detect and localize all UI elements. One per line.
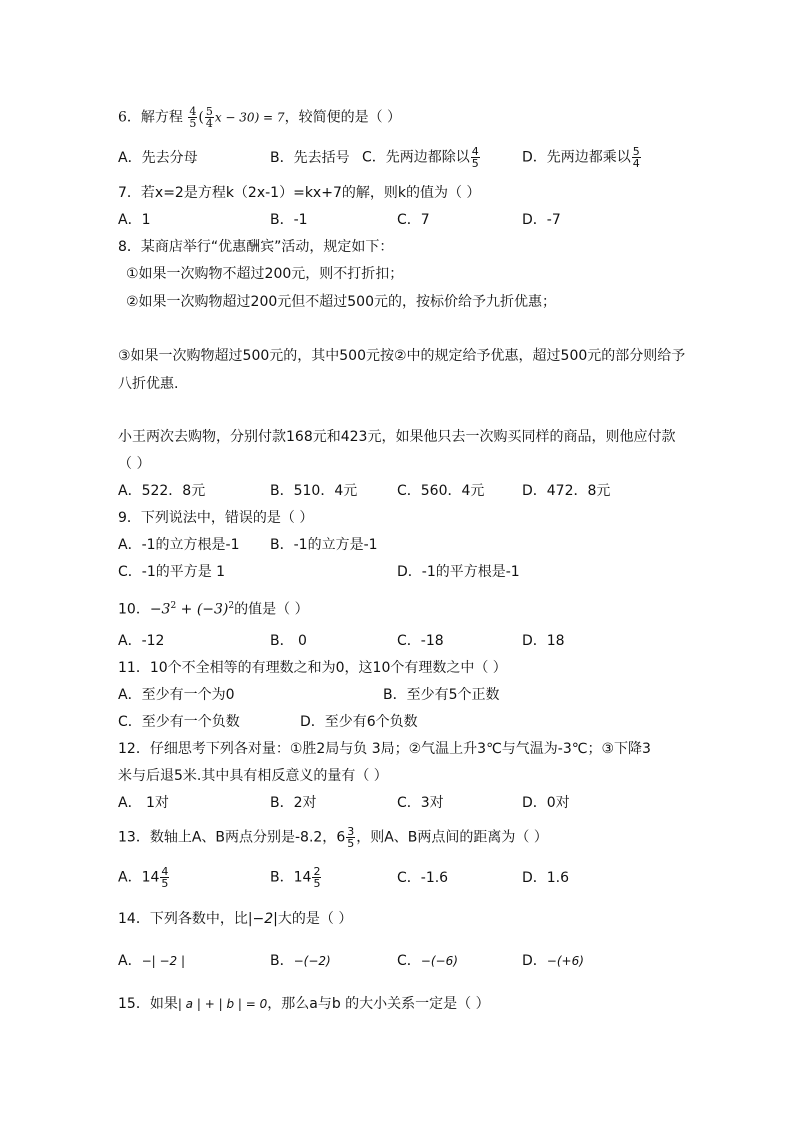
- q15-expr: | a | + | b | = 0: [177, 997, 268, 1011]
- q14-option-a[interactable]: A．−| −2 |: [118, 953, 186, 969]
- q14-abs-expr: |−2|: [247, 911, 278, 927]
- q8-question-line2: （ ）: [118, 456, 151, 472]
- q6-option-c[interactable]: C．先两边都除以 $\frac{4}{5}$: [362, 145, 479, 170]
- q11-option-c[interactable]: C．至少有一个负数: [118, 714, 240, 730]
- q10-option-c[interactable]: C．-18: [397, 633, 444, 649]
- q8-question-line1: 小王两次去购物，分别付款168元和423元，如果他只去一次购买同样的商品，则他应付款: [118, 429, 676, 445]
- q8-rule-3-line2: 八折优惠.: [118, 376, 179, 392]
- q7-stem: 7．若x=2是方程k（2x-1）=kx+7的解，则k的值为（ ）: [118, 185, 481, 201]
- q6-lead: 解方程: [140, 109, 183, 126]
- q6-stem: 6．解方程 $\frac{4}{5}$ ( $\frac{5}{4}$ x − 30) = 7，较简便的是（ ）: [118, 105, 402, 130]
- q10-option-b[interactable]: B． 0: [270, 633, 307, 649]
- q13-option-a[interactable]: A．14 $\frac{4}{5}$: [118, 865, 169, 890]
- q15-stem: 15．如果| a | + | b | = 0，那么a与b 的大小关系一定是（ ）: [118, 996, 490, 1012]
- q10-option-a[interactable]: A．-12: [118, 633, 165, 649]
- q13-option-c[interactable]: C．-1.6: [397, 870, 449, 886]
- q6-option-d[interactable]: D．先两边都乘以 $\frac{5}{4}$: [522, 145, 640, 170]
- q8-option-d[interactable]: D．472．8元: [522, 483, 611, 499]
- q12-option-b[interactable]: B．2对: [270, 795, 317, 811]
- q14-option-d[interactable]: D．−(+6): [522, 953, 584, 969]
- q8-option-a[interactable]: A．522．8元: [118, 483, 206, 499]
- q8-rule-1: ①如果一次购物不超过200元，则不打折扣；: [126, 266, 404, 282]
- q10-stem: 10．$-3^2 + (-3)^2$的值是（ ）: [118, 601, 309, 618]
- q6-eq-inner-frac: $\frac{5}{4}$: [205, 105, 213, 130]
- q7-option-a[interactable]: A．1: [118, 212, 151, 228]
- q12-option-c[interactable]: C．3对: [397, 795, 444, 811]
- q13-option-b[interactable]: B．14 $\frac{2}{5}$: [270, 865, 321, 890]
- q9-option-c[interactable]: C．-1的平方是 1: [118, 564, 226, 580]
- q8-rule-2: ②如果一次购物超过200元但不超过500元的，按标价给予九折优惠；: [126, 294, 556, 310]
- q14-option-b[interactable]: B．−(−2): [270, 953, 331, 969]
- q9-option-b[interactable]: B．-1的立方是-1: [270, 537, 378, 553]
- q11-stem: 11．10个不全相等的有理数之和为0，这10个有理数之中（ ）: [118, 660, 507, 676]
- q12-option-a[interactable]: A． 1对: [118, 795, 169, 811]
- q13-option-d[interactable]: D．1.6: [522, 870, 570, 886]
- q9-stem: 9．下列说法中，错误的是（ ）: [118, 510, 314, 526]
- q7-option-c[interactable]: C．7: [397, 212, 430, 228]
- q6-number: 6．: [118, 109, 141, 126]
- q6-tail: ，较简便的是（ ）: [284, 109, 402, 126]
- q14-option-c[interactable]: C．−(−6): [397, 953, 458, 969]
- q8-stem: 8．某商店举行“优惠酬宾”活动，规定如下：: [118, 239, 394, 255]
- q6-option-a[interactable]: A．先去分母: [118, 150, 198, 166]
- q6-eq-rest: x − 30) = 7: [214, 110, 285, 125]
- q9-option-d[interactable]: D．-1的平方根是-1: [397, 564, 520, 580]
- q11-option-d[interactable]: D．至少有6个负数: [300, 714, 418, 730]
- q11-option-a[interactable]: A．至少有一个为0: [118, 687, 235, 703]
- q6-option-b[interactable]: B．先去括号: [270, 150, 350, 166]
- q7-option-d[interactable]: D．-7: [522, 212, 561, 228]
- q6-eq-frac: $\frac{4}{5}$: [189, 105, 197, 130]
- q11-option-b[interactable]: B．至少有5个正数: [383, 687, 500, 703]
- q9-option-a[interactable]: A．-1的立方根是-1: [118, 537, 240, 553]
- q13-stem: 13．数轴上A、B两点分别是-8.2，6 $\frac{3}{5}$ ，则A、B两点间的距离为（ ）: [118, 825, 548, 850]
- q12-stem-line1: 12．仔细思考下列各对量：①胜2局与负 3局；②气温上升3℃与气温为-3℃；③下降3: [118, 741, 651, 757]
- q7-option-b[interactable]: B．-1: [270, 212, 308, 228]
- q12-option-d[interactable]: D．0对: [522, 795, 570, 811]
- q12-stem-line2: 米与后退5米.其中具有相反意义的量有（ ）: [118, 768, 388, 784]
- q10-option-d[interactable]: D．18: [522, 633, 565, 649]
- q8-rule-3-line1: ③如果一次购物超过500元的，其中500元按②中的规定给予优惠，超过500元的部分则给予: [118, 348, 686, 364]
- q14-stem: 14．下列各数中，比|−2|大的是（ ）: [118, 911, 353, 927]
- q8-option-b[interactable]: B．510．4元: [270, 483, 358, 499]
- q8-option-c[interactable]: C．560．4元: [397, 483, 485, 499]
